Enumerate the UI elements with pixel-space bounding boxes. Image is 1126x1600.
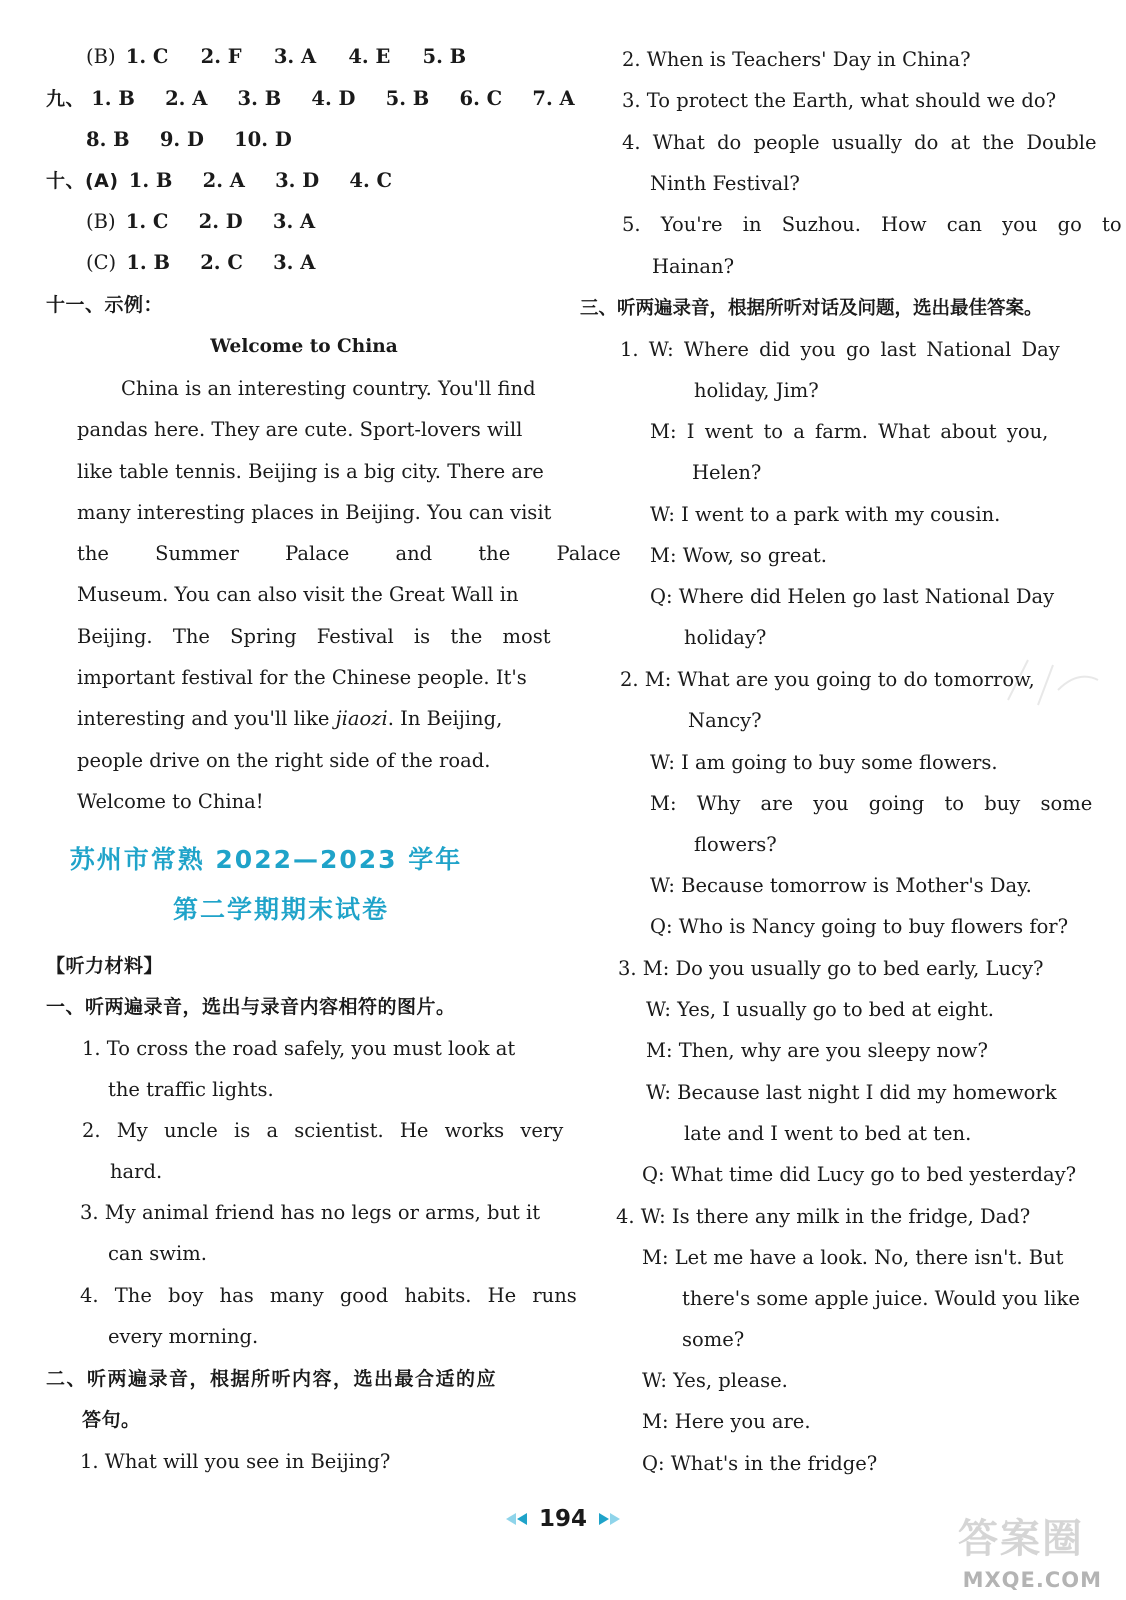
dialog-line: M: I went to a farm. What about you,: [650, 420, 1049, 443]
dialog-line: W: I am going to buy some flowers.: [650, 751, 998, 774]
section2-heading-cont: 答句。: [82, 1409, 141, 1431]
answer-item: 2. F: [200, 45, 242, 68]
listening-line: 3. My animal friend has no legs or arms, but it: [80, 1201, 541, 1224]
watermark-logo: 答案圈: [958, 1516, 1084, 1562]
answer-label: (B): [86, 45, 116, 68]
answer-item: 5. B: [385, 87, 430, 110]
answer-item: 2. A: [202, 169, 245, 192]
answer-item: 7. A: [532, 87, 575, 110]
answer-item: 3. B: [237, 87, 282, 110]
essay-line: the Summer Palace and the Palace: [77, 542, 621, 565]
dialog-line: M: Why are you going to buy some: [650, 792, 1093, 815]
listening-line: every morning.: [108, 1325, 259, 1348]
dialog-line: Q: Who is Nancy going to buy flowers for?: [650, 915, 1069, 938]
question-line: 3. To protect the Earth, what should we do?: [622, 89, 1057, 112]
dialog-line: flowers?: [694, 833, 777, 856]
dialog-line: W: Because tomorrow is Mother's Day.: [650, 874, 1032, 897]
answer-item: 1. C: [125, 210, 169, 233]
essay-line: people drive on the right side of the road.: [77, 749, 491, 772]
arrow-right-icon: [610, 1513, 620, 1525]
essay-line: China is an interesting country. You'll find: [121, 377, 536, 400]
listening-line: 1. What will you see in Beijing?: [80, 1450, 391, 1473]
answer-item: 2. C: [200, 251, 243, 274]
essay-line: pandas here. They are cute. Sport-lovers will: [77, 418, 523, 441]
page-number: 194: [538, 1506, 587, 1532]
essay-line: Museum. You can also visit the Great Wall in: [77, 583, 519, 606]
dialog-line: holiday?: [684, 626, 767, 649]
answer-item: 5. B: [422, 45, 467, 68]
answer-item: 10. D: [234, 128, 292, 151]
essay-line: like table tennis. Beijing is a big city. There are: [77, 460, 544, 483]
margin-scribble: [998, 650, 1108, 710]
answer-item: 2. A: [165, 87, 208, 110]
answer-item: 3. D: [275, 169, 320, 192]
answer-item: 2. D: [198, 210, 243, 233]
dialog-line: W: I went to a park with my cousin.: [650, 503, 1001, 526]
arrow-left-icon: [506, 1513, 516, 1525]
listening-heading: 【听力材料】: [46, 955, 164, 977]
answer-item: 4. C: [349, 169, 393, 192]
dialog-line: holiday, Jim?: [694, 379, 819, 402]
answer-item: 4. E: [348, 45, 391, 68]
dialog-line: Q: What time did Lucy go to bed yesterday?: [642, 1163, 1077, 1186]
answer-item: 1. B: [91, 87, 135, 110]
dialog-line: 3. M: Do you usually go to bed early, Lucy?: [618, 957, 1044, 980]
answer-label: (C): [86, 251, 117, 274]
listening-line: 1. To cross the road safely, you must look at: [82, 1037, 516, 1060]
answer-item: 1. B: [128, 169, 173, 192]
dialog-line: Nancy?: [688, 709, 762, 732]
example-heading: 十一、示例：: [46, 294, 164, 316]
dialog-line: W: Because last night I did my homework: [646, 1081, 1057, 1104]
exam-banner-line2: 第二学期期末试卷: [172, 895, 389, 924]
watermark-url: MXQE.COM: [962, 1568, 1102, 1592]
dialog-line: late and I went to bed at ten.: [684, 1122, 972, 1145]
dialog-line: 1. W: Where did you go last National Day: [620, 338, 1060, 361]
answer-row-b: [86, 44, 466, 70]
answer-item: 3. A: [273, 251, 316, 274]
dialog-line: W: Yes, please.: [642, 1369, 788, 1392]
answer-item: 6. C: [459, 87, 503, 110]
question-line: Ninth Festival?: [650, 172, 800, 195]
listening-line: can swim.: [108, 1242, 207, 1265]
dialog-line: Helen?: [692, 461, 762, 484]
dialog-line: M: Then, why are you sleepy now?: [646, 1039, 988, 1062]
dialog-line: Q: Where did Helen go last National Day: [650, 585, 1055, 608]
answer-item: 4. D: [311, 87, 356, 110]
essay-italic-word: jiaozi: [335, 707, 388, 730]
dialog-line: M: Here you are.: [642, 1410, 811, 1433]
answer-row-10a: [46, 168, 392, 194]
section1-heading: 一、听两遍录音，选出与录音内容相符的图片。: [46, 996, 456, 1018]
listening-line: 2. My uncle is a scientist. He works very: [82, 1119, 564, 1142]
arrow-right-icon: [599, 1513, 609, 1525]
answer-item: 3. A: [272, 210, 316, 233]
answer-row-9: [46, 86, 575, 112]
answer-item: 3. A: [273, 45, 317, 68]
listening-line: 4. The boy has many good habits. He runs: [80, 1284, 577, 1307]
dialog-line: Q: What's in the fridge?: [642, 1452, 878, 1475]
section2-heading: 二、听两遍录音，根据所听内容，选出最合适的应: [46, 1368, 498, 1390]
essay-line-part: . In Beijing,: [387, 707, 503, 730]
answer-item: 8. B: [86, 128, 130, 151]
question-line: 4. What do people usually do at the Double: [622, 131, 1097, 154]
essay-title: Welcome to China: [210, 336, 398, 357]
listening-line: hard.: [110, 1160, 163, 1183]
dialog-line: 2. M: What are you going to do tomorrow,: [620, 668, 1035, 691]
answer-item: 1. B: [126, 251, 170, 274]
dialog-line: some?: [682, 1328, 745, 1351]
answer-row-9b: [86, 127, 292, 153]
question-line: 5. You're in Suzhou. How can you go to: [622, 213, 1122, 236]
answer-row-10c: [86, 250, 315, 276]
essay-line: [77, 706, 502, 732]
essay-line: Beijing. The Spring Festival is the most: [77, 625, 551, 648]
essay-line-part: interesting and you'll like: [77, 707, 330, 730]
answer-item: 9. D: [159, 128, 204, 151]
dialog-line: M: Let me have a look. No, there isn't. But: [642, 1246, 1064, 1269]
question-line: Hainan?: [652, 255, 735, 278]
answer-row-10b: [86, 209, 315, 235]
dialog-line: 4. W: Is there any milk in the fridge, Dad?: [616, 1205, 1031, 1228]
dialog-line: M: Wow, so great.: [650, 544, 827, 567]
question-line: 2. When is Teachers' Day in China?: [622, 48, 971, 71]
exam-banner-line1: 苏州市常熟 2022—2023 学年: [69, 845, 463, 874]
essay-line: important festival for the Chinese people. It's: [77, 666, 527, 689]
answer-label: 九、: [46, 88, 86, 110]
listening-line: the traffic lights.: [108, 1078, 274, 1101]
arrow-left-icon: [517, 1513, 527, 1525]
dialog-line: there's some apple juice. Would you like: [682, 1287, 1080, 1310]
essay-line: Welcome to China!: [77, 790, 264, 813]
answer-label: 十、(A): [46, 170, 119, 192]
section3-heading: 三、听两遍录音，根据所听对话及问题，选出最佳答案。: [580, 298, 1043, 319]
dialog-line: W: Yes, I usually go to bed at eight.: [646, 998, 994, 1021]
answer-item: 1. C: [125, 45, 169, 68]
essay-line: many interesting places in Beijing. You can visit: [77, 501, 552, 524]
answer-label: (B): [86, 210, 116, 233]
